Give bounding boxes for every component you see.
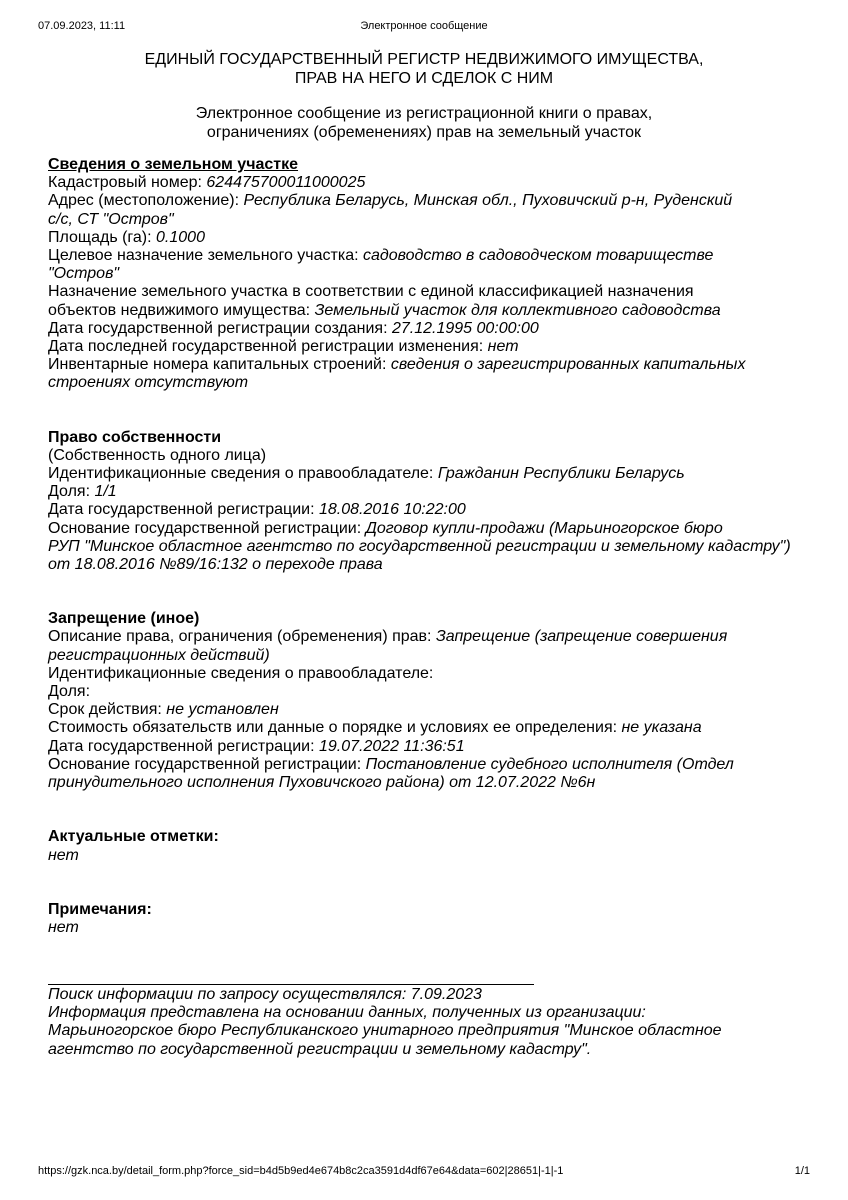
restriction-cost-label: Стоимость обязательств или данные о порядке и условиях ее определения: xyxy=(48,719,622,737)
print-header xyxy=(38,20,810,36)
document-title xyxy=(0,50,848,88)
ownership-holder-value: Гражданин Республики Беларусь xyxy=(437,465,685,483)
inventory-label: Инвентарные номера капитальных строений: xyxy=(48,356,391,374)
restriction-section xyxy=(48,610,808,792)
ownership-basis-value-1: Договор купли-продажи (Марьиногорское бюро xyxy=(365,519,723,537)
restriction-cost xyxy=(48,719,808,737)
notes-section-heading: Примечания: xyxy=(48,900,152,918)
restriction-basis-label: Основание государственной регистрации: xyxy=(48,755,366,773)
land-section xyxy=(48,156,808,393)
area xyxy=(48,229,808,247)
marks-section xyxy=(48,828,808,864)
cadastral-number xyxy=(48,174,808,192)
restriction-basis-value-1: Постановление судебного исполнителя (Отдел xyxy=(365,755,734,773)
restriction-reg-date-value: 19.07.2022 11:36:51 xyxy=(318,737,465,755)
classification-label-1: Назначение земельного участка в соответствии с единой классификацией назначения xyxy=(48,283,694,301)
print-datetime: 07.09.2023, 11:11 xyxy=(38,20,126,32)
restriction-basis xyxy=(48,756,808,774)
area-value: 0.1000 xyxy=(156,228,205,246)
restriction-description-value-1: Запрещение (запрещение совершения xyxy=(435,628,728,646)
document-body xyxy=(48,156,808,937)
restriction-share-label: Доля: xyxy=(48,683,91,701)
purpose xyxy=(48,247,808,265)
print-page-number: 1/1 xyxy=(794,1165,810,1177)
ownership-basis-value-3: от 18.08.2016 №89/16:132 о переходе права xyxy=(48,556,383,574)
area-label: Площадь (га): xyxy=(48,228,157,246)
purpose-value-2: "Остров" xyxy=(48,265,120,283)
ownership-reg-date xyxy=(48,501,808,519)
print-page-title: Электронное сообщение xyxy=(360,20,488,32)
restriction-description-value-2: регистрационных действий) xyxy=(48,646,270,664)
registration-created-label: Дата государственной регистрации создания: xyxy=(48,319,392,337)
address-value-2: с/с, СТ "Остров" xyxy=(48,210,174,228)
ownership-share-label: Доля: xyxy=(48,483,95,501)
ownership-share xyxy=(48,483,808,501)
info-footer-line-3: Марьиногорское бюро Республиканского унитарного предприятия "Минское областное xyxy=(48,1022,722,1040)
classification-value: Земельный участок для коллективного садоводства xyxy=(314,301,721,319)
ownership-share-value: 1/1 xyxy=(94,483,117,501)
ownership-type: (Собственность одного лица) xyxy=(48,446,267,464)
marks-section-heading: Актуальные отметки: xyxy=(48,828,219,846)
restriction-reg-date xyxy=(48,738,808,756)
document-title-line-2: ПРАВ НА НЕГО И СДЕЛОК С НИМ xyxy=(294,70,554,87)
ownership-section xyxy=(48,429,808,575)
ownership-basis xyxy=(48,520,808,538)
restriction-description xyxy=(48,628,808,646)
footer-divider xyxy=(48,984,534,985)
inventory-value-1: сведения о зарегистрированных капитальных xyxy=(390,356,746,374)
cadastral-label: Кадастровый номер: xyxy=(48,174,207,192)
notes-value: нет xyxy=(48,918,79,936)
land-section-heading: Сведения о земельном участке xyxy=(48,156,299,173)
notes-section xyxy=(48,901,808,937)
document-title-line-1: ЕДИНЫЙ ГОСУДАРСТВЕННЫЙ РЕГИСТР НЕДВИЖИМОГО ИМУЩЕСТВА, xyxy=(144,51,704,68)
info-footer xyxy=(48,986,808,1059)
document-subtitle-line-2: ограничениях (обременениях) прав на земельный участок xyxy=(206,124,642,141)
inventory-value-2: строениях отсутствуют xyxy=(48,374,249,392)
registration-changed xyxy=(48,338,808,356)
address-value-1: Республика Беларусь, Минская обл., Пуховичский р-н, Руденский xyxy=(243,192,733,210)
document-subtitle-line-1: Электронное сообщение из регистрационной книги о правах, xyxy=(195,105,653,122)
ownership-holder-label: Идентификационные сведения о правообладателе: xyxy=(48,465,438,483)
classification xyxy=(48,302,808,320)
ownership-basis-label: Основание государственной регистрации: xyxy=(48,519,366,537)
restriction-term-label: Срок действия: xyxy=(48,701,167,719)
classification-label-2: объектов недвижимого имущества: xyxy=(48,301,315,319)
registration-changed-label: Дата последней государственной регистрации изменения: xyxy=(48,338,488,356)
ownership-section-heading: Право собственности xyxy=(48,428,222,446)
address-label: Адрес (местоположение): xyxy=(48,192,244,210)
restriction-section-heading: Запрещение (иное) xyxy=(48,610,200,628)
restriction-term xyxy=(48,701,808,719)
restriction-basis-value-2: принудительного исполнения Пуховичского района) от 12.07.2022 №6н xyxy=(48,774,596,792)
ownership-holder xyxy=(48,465,808,483)
restriction-reg-date-label: Дата государственной регистрации: xyxy=(48,737,319,755)
document-subtitle xyxy=(0,104,848,142)
registration-created xyxy=(48,320,808,338)
info-footer-line-2: Информация представлена на основании данных, полученных из организации: xyxy=(48,1004,646,1022)
restriction-holder-label: Идентификационные сведения о правообладателе: xyxy=(48,664,434,682)
registration-created-value: 27.12.1995 00:00:00 xyxy=(391,319,539,337)
restriction-term-value: не установлен xyxy=(166,701,279,719)
restriction-description-label: Описание права, ограничения (обременения) прав: xyxy=(48,628,436,646)
info-footer-line-1: Поиск информации по запросу осуществлялся: 7.09.2023 xyxy=(48,986,482,1003)
print-footer xyxy=(38,1165,810,1181)
marks-value: нет xyxy=(48,846,79,864)
ownership-reg-date-value: 18.08.2016 10:22:00 xyxy=(318,501,466,519)
ownership-basis-value-2: РУП "Минское областное агентство по государственной регистрации и земельному кадастру") xyxy=(48,537,791,555)
purpose-label: Целевое назначение земельного участка: xyxy=(48,247,363,265)
address xyxy=(48,192,808,210)
cadastral-value: 624475700011000025 xyxy=(206,174,366,192)
restriction-cost-value: не указана xyxy=(621,719,702,737)
print-url: https://gzk.nca.by/detail_form.php?force_sid=b4d5b9ed4e674b8c2ca3591d4df67e64&data=602|28651|-1|-1 xyxy=(38,1165,564,1177)
purpose-value-1: садоводство в садоводческом товариществе xyxy=(362,247,714,265)
ownership-reg-date-label: Дата государственной регистрации: xyxy=(48,501,319,519)
registration-changed-value: нет xyxy=(487,338,519,356)
inventory-numbers xyxy=(48,356,808,374)
info-footer-line-4: агентство по государственной регистрации и земельному кадастру". xyxy=(48,1040,592,1058)
